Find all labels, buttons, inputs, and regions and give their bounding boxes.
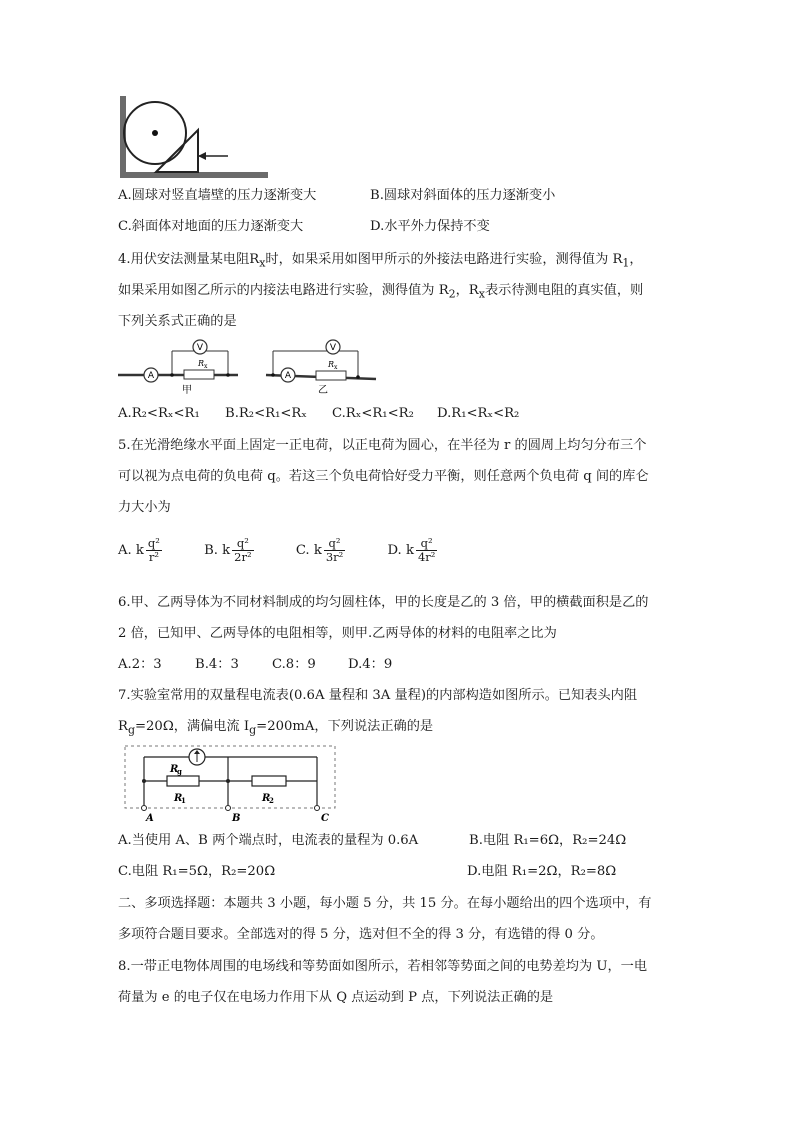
q4-left-circuit-name: 甲	[182, 385, 192, 396]
q4-line-1: 4.用伏安法测量某电阻$R_x$时，如果采用如图甲所示的外接法电路进行实验，测得值为 $R_1$，	[118, 252, 643, 270]
q7-terminal-b: B	[232, 813, 241, 823]
q4-left-ammeter-label: A	[147, 371, 155, 381]
q5-line-2: 可以视为点电荷的负电荷 q。若这三个负电荷恰好受力平衡，则任意两个负电荷 q 间的库仑	[118, 469, 649, 484]
q6-option-a: A.2：3	[118, 657, 162, 672]
q3-option-c: C.斜面体对地面的压力逐渐变大	[118, 219, 304, 234]
q3-option-a: A.圆球对竖直墙壁的压力逐渐变大	[118, 188, 317, 203]
q4-right-circuit-name: 乙	[318, 385, 328, 396]
q4-option-b: B.R₂<R₁<Rₓ	[225, 406, 307, 421]
q7-r1-label: R	[174, 793, 183, 804]
q3-option-b: B.圆球对斜面体的压力逐渐变小	[370, 188, 556, 203]
q3-figure	[118, 94, 270, 182]
q4-line-3: 下列关系式正确的是	[118, 314, 237, 329]
q4-option-a: A.R₂<Rₓ<R₁	[118, 406, 200, 421]
q6-option-c: C.8：9	[272, 657, 316, 672]
q4-circuit-figure	[118, 337, 378, 397]
q5-option-c: C. k $\frac{\text{q²}}{\text{3r²}}$	[295, 536, 344, 564]
q6-option-d: D.4：9	[348, 657, 393, 672]
q5-options	[118, 537, 475, 564]
q5-option-b: B. k $\frac{\text{q²}}{\text{2r²}}$	[204, 536, 252, 564]
q5-line-1: 5.在光滑绝缘水平面上固定一正电荷，以正电荷为圆心，在半径为 r 的圆周上均匀分布三个	[118, 438, 647, 453]
q5-line-3: 力大小为	[118, 500, 171, 515]
q7-r2-sub: 2	[269, 796, 274, 805]
q8-line-2: 荷量为 e 的电子仅在电场力作用下从 Q 点运动到 P 点，下列说法正确的是	[118, 990, 554, 1005]
q7-option-b: B.电阻 R₁=6Ω，R₂=24Ω	[469, 833, 627, 848]
q7-line-1: 7.实验室常用的双量程电流表(0.6A 量程和 3A 量程)的内部构造如图所示。已知表头内阻	[118, 688, 638, 703]
q4-right-resistor-label: R	[328, 360, 335, 369]
q5-option-d: D. k $\frac{\text{q²}}{\text{4r²}}$	[387, 536, 436, 564]
section-2-heading-line-2: 多项符合题目要求。全部选对的得 5 分，选对但不全的得 3 分，有选错的得 0 分。	[118, 927, 604, 942]
q4-left-resistor-label: R	[198, 359, 205, 368]
q4-left-voltmeter-label: V	[196, 343, 204, 353]
q6-option-b: B.4：3	[195, 657, 239, 672]
q3-option-d: D.水平外力保持不变	[370, 219, 490, 234]
q8-line-1: 8.一带正电物体周围的电场线和等势面如图所示，若相邻等势面之间的电势差均为 U，一电	[118, 959, 648, 974]
q4-right-resistor-sub: x	[334, 364, 338, 371]
q6-line-2: 2 倍，已知甲、乙两导体的电阻相等，则甲.乙两导体的材料的电阻率之比为	[118, 626, 557, 641]
q7-r1-sub: 1	[181, 796, 186, 805]
q7-terminal-c: C	[321, 813, 329, 823]
q7-terminal-a: A	[146, 813, 154, 823]
q4-option-d: D.R₁<Rₓ<R₂	[437, 406, 520, 421]
q7-r2-label: R	[262, 793, 271, 804]
q7-rg-sub: g	[177, 767, 182, 776]
q7-option-a: A.当使用 A、B 两个端点时，电流表的量程为 0.6A	[118, 833, 419, 848]
q4-option-c: C.Rₓ<R₁<R₂	[332, 406, 414, 421]
q4-line-2: 如果采用如图乙所示的内接法电路进行实验，测得值为 $R_2$，$R_x$表示待测电阻的真实值，则	[118, 283, 644, 301]
q7-line-2: $R_g=20\Omega$，满偏电流 $I_g=200mA$，下列说法正确的是	[118, 719, 434, 737]
q6-line-1: 6.甲、乙两导体为不同材料制成的均匀圆柱体，甲的长度是乙的 3 倍，甲的横截面积是乙的	[118, 595, 649, 610]
section-2-heading-line-1: 二、多项选择题：本题共 3 小题，每小题 5 分，共 15 分。在每小题给出的四个选项中，有	[118, 896, 652, 911]
q7-rg-label: R	[170, 764, 179, 775]
q4-right-voltmeter-label: V	[329, 343, 337, 353]
q7-option-d: D.电阻 R₁=2Ω，R₂=8Ω	[467, 864, 617, 879]
q5-option-a: A. k $\frac{\text{q²}}{\text{r²}}$	[118, 536, 160, 564]
q7-circuit-figure	[122, 743, 340, 823]
q7-option-c: C.电阻 R₁=5Ω，R₂=20Ω	[118, 864, 276, 879]
q4-right-ammeter-label: A	[284, 371, 292, 381]
q4-left-resistor-sub: x	[204, 363, 208, 370]
